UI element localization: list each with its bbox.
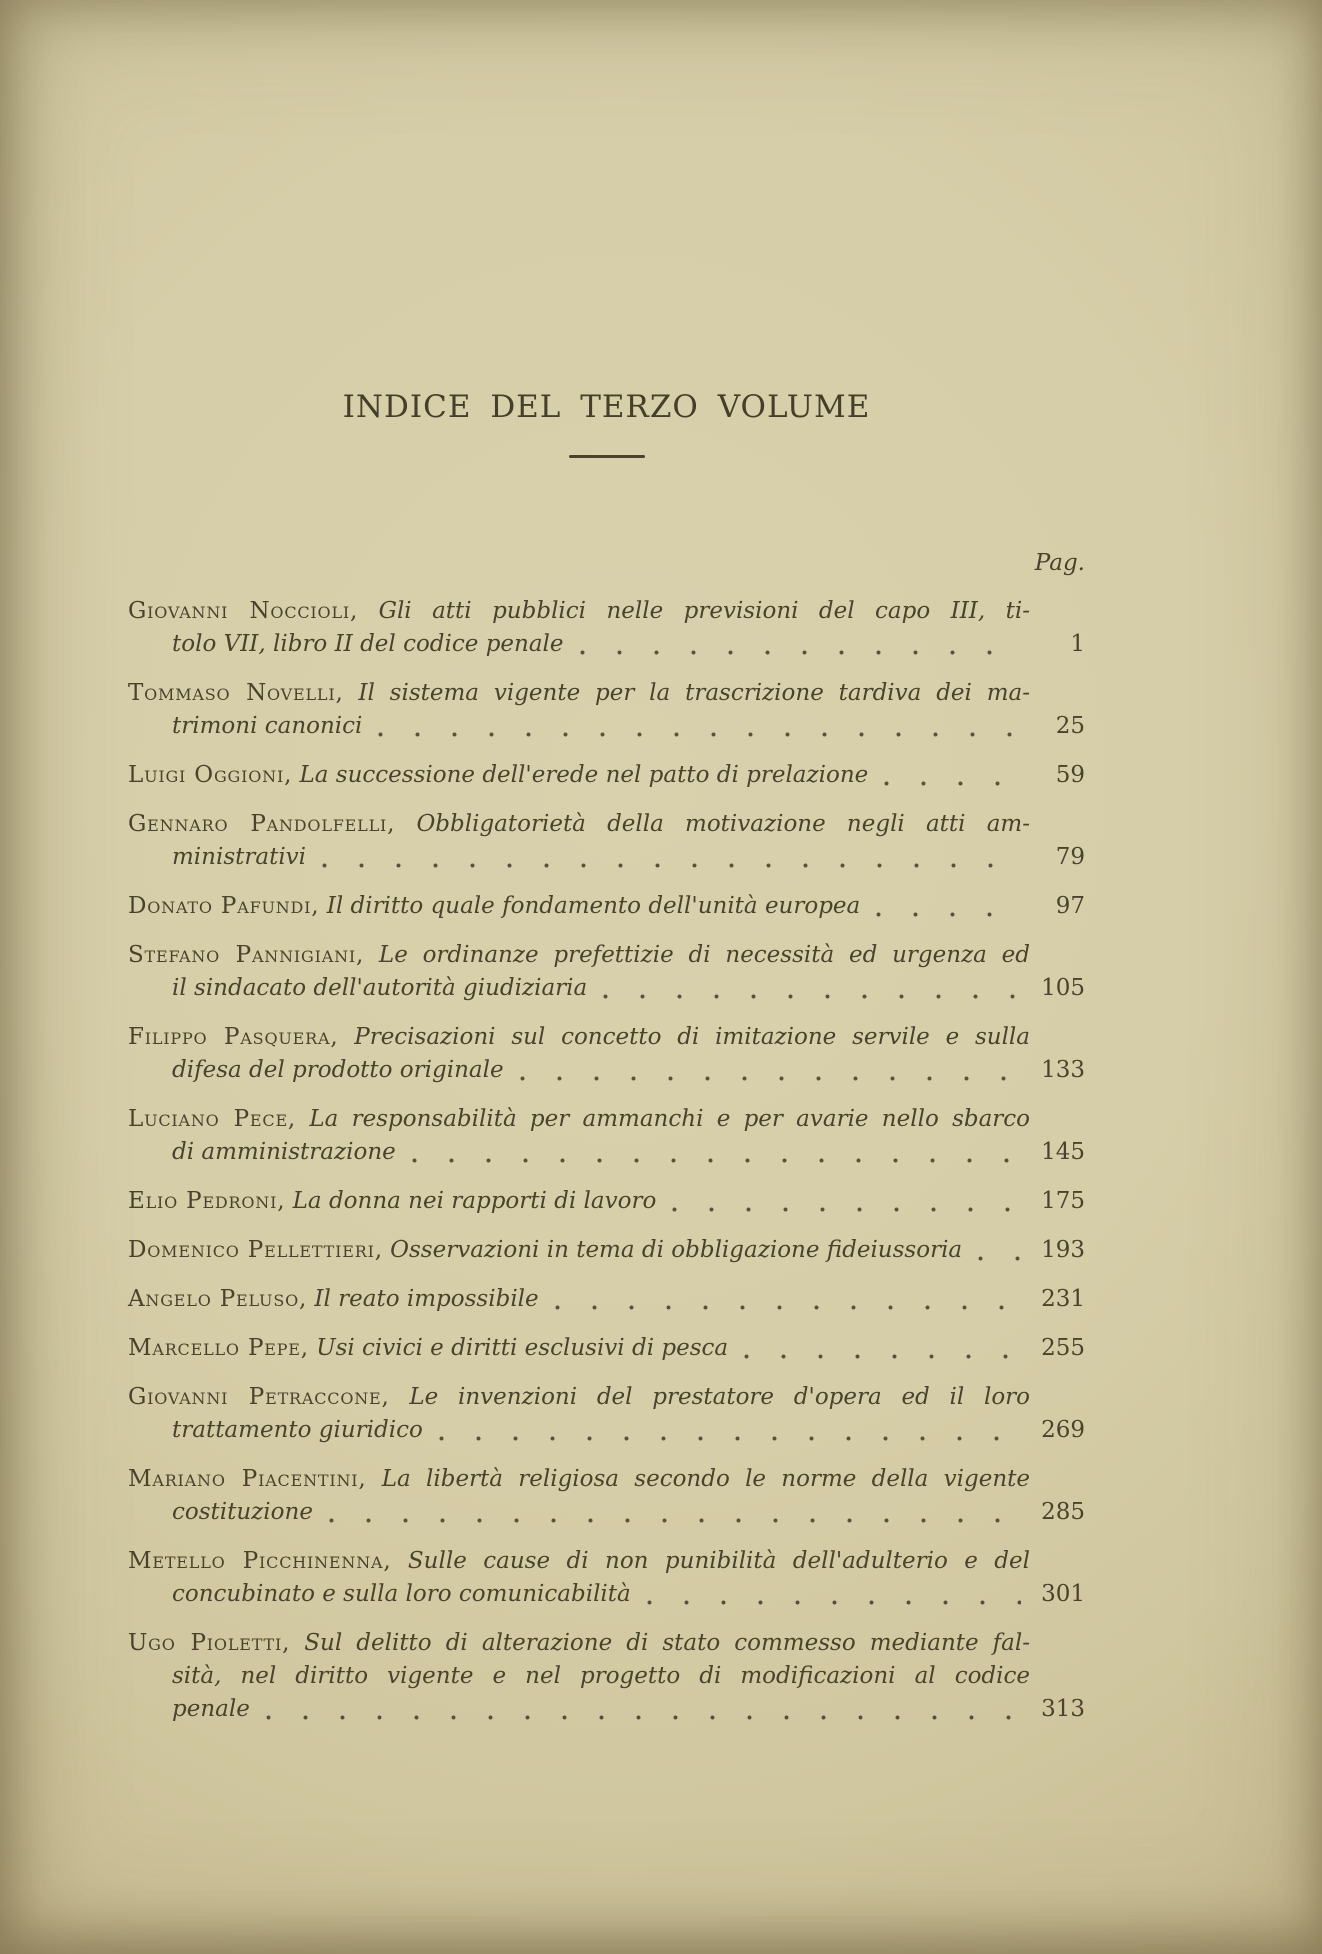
- entry-author: Mariano Piacentini,: [128, 1466, 367, 1492]
- page-number: 269: [1041, 1417, 1085, 1443]
- page-number: 175: [1041, 1188, 1085, 1214]
- entry-title-line: Le invenzioni del prestatore d'opera ed il loro: [409, 1384, 1031, 1410]
- dot-leader: [378, 732, 1021, 737]
- entry-author: Donato Pafundi,: [128, 893, 320, 919]
- dot-leader: [329, 1518, 1021, 1523]
- entry-title-line: trimoni canonici: [172, 713, 363, 739]
- page-number: 25: [1055, 713, 1085, 739]
- toc-entry-line: [128, 1103, 1085, 1136]
- toc-entry: [128, 595, 1085, 661]
- toc-entry: [128, 1103, 1085, 1169]
- entry-last-line-text: [172, 1136, 396, 1169]
- entry-last-line-text: [172, 1414, 423, 1447]
- toc-entry-line: [128, 628, 1085, 661]
- entry-title-line: Sul delitto di alterazione di stato commesso mediante fal-: [304, 1630, 1031, 1656]
- toc-entry-line: [128, 841, 1085, 874]
- dot-leader: [412, 1158, 1021, 1163]
- toc-entry-line: [128, 1332, 1085, 1365]
- entry-title-line: costituzione: [172, 1499, 313, 1525]
- toc-entry: [128, 1545, 1085, 1611]
- toc-entry-line: [128, 808, 1085, 841]
- toc-entry-line: [128, 1136, 1085, 1169]
- page-number: 133: [1041, 1057, 1085, 1083]
- dot-leader: [580, 650, 1021, 655]
- toc-entry: [128, 1332, 1085, 1365]
- dot-leader: [647, 1600, 1021, 1605]
- toc-entry-line: [128, 1185, 1085, 1218]
- entry-last-line-text: [128, 1283, 539, 1316]
- toc-entry: [128, 677, 1085, 743]
- toc-entry-line: [128, 972, 1085, 1005]
- title-divider: [569, 455, 645, 458]
- toc-entry-line: [128, 1693, 1085, 1726]
- page-number: 59: [1055, 762, 1085, 788]
- toc-entries: [128, 595, 1085, 1726]
- toc-entry: [128, 1627, 1085, 1726]
- entry-last-line-text: [128, 890, 860, 923]
- page-number: 1: [1070, 631, 1085, 657]
- entry-title-line: La libertà religiosa secondo le norme della vigente: [381, 1466, 1030, 1492]
- entry-title-line: Il diritto quale fondamento dell'unità europea: [326, 893, 861, 919]
- page-number: 313: [1041, 1696, 1085, 1722]
- entry-author: Domenico Pellettieri,: [128, 1237, 383, 1263]
- entry-last-line-text: [128, 1234, 962, 1267]
- entry-title-line: trattamento giuridico: [172, 1417, 423, 1443]
- entry-author: Giovanni Petraccone,: [128, 1384, 390, 1410]
- toc-entry-line: [128, 1545, 1085, 1578]
- entry-title-line: concubinato e sulla loro comunicabilità: [172, 1581, 631, 1607]
- page-number: 285: [1041, 1499, 1085, 1525]
- entry-last-line-text: [172, 972, 587, 1005]
- page-number: 97: [1055, 893, 1085, 919]
- page-number: 79: [1055, 844, 1085, 870]
- dot-leader: [603, 994, 1021, 999]
- entry-last-line-text: [128, 1332, 728, 1365]
- toc-entry: [128, 808, 1085, 874]
- page-number: 255: [1041, 1335, 1085, 1361]
- page-title: INDICE DEL TERZO VOLUME: [342, 389, 871, 425]
- toc-entry-line: [128, 677, 1085, 710]
- toc-entry: [128, 1185, 1085, 1218]
- dot-leader: [266, 1715, 1021, 1720]
- entry-title-line: Sulle cause di non punibilità dell'adulterio e del: [407, 1548, 1030, 1574]
- dot-leader: [520, 1076, 1021, 1081]
- toc-entry-line: [128, 710, 1085, 743]
- entry-author: Filippo Pasquera,: [128, 1024, 339, 1050]
- toc-entry-line: [128, 1578, 1085, 1611]
- entry-title-line: sità, nel diritto vigente e nel progetto di modificazioni al codice: [172, 1663, 1030, 1689]
- entry-last-line-text: [172, 710, 362, 743]
- entry-last-line-text: [128, 1185, 656, 1218]
- toc-entry: [128, 1283, 1085, 1316]
- toc-entry: [128, 1234, 1085, 1267]
- entry-last-line-text: [172, 1054, 504, 1087]
- entry-title-line: La responsabilità per ammanchi e per avarie nello sbarco: [309, 1106, 1031, 1132]
- page-number: 105: [1041, 975, 1085, 1001]
- toc-entry: [128, 939, 1085, 1005]
- entry-title-line: tolo VII, libro II del codice penale: [172, 631, 564, 657]
- toc-entry-line: [128, 1414, 1085, 1447]
- entry-author: Metello Picchinenna,: [128, 1548, 392, 1574]
- entry-title-line: Precisazioni sul concetto di imitazione servile e sulla: [354, 1024, 1030, 1050]
- dot-leader: [555, 1305, 1021, 1310]
- toc-entry: [128, 1021, 1085, 1087]
- entry-last-line-text: [172, 1693, 250, 1726]
- toc-entry: [128, 890, 1085, 923]
- entry-title-line: Osservazioni in tema di obbligazione fideiussoria: [390, 1237, 963, 1263]
- toc-entry-line: [128, 1381, 1085, 1414]
- entry-title-line: Il reato impossibile: [314, 1286, 539, 1312]
- entry-title-line: La donna nei rapporti di lavoro: [292, 1188, 657, 1214]
- toc-entry-line: [128, 1627, 1085, 1660]
- entry-author: Gennaro Pandolfelli,: [128, 811, 396, 837]
- toc-entry-line: [128, 939, 1085, 972]
- toc-entry-line: [128, 1283, 1085, 1316]
- entry-title-line: Le ordinanze prefettizie di necessità ed urgenza ed: [378, 942, 1031, 968]
- toc-entry-line: [128, 1463, 1085, 1496]
- entry-title-line: il sindacato dell'autorità giudiziaria: [172, 975, 588, 1001]
- entry-author: Angelo Peluso,: [128, 1286, 308, 1312]
- entry-last-line-text: [172, 841, 306, 874]
- toc-entry-line: [128, 1660, 1085, 1693]
- entry-last-line-text: [172, 1578, 631, 1611]
- page-number: 301: [1041, 1581, 1085, 1607]
- toc-entry-line: [128, 1054, 1085, 1087]
- entry-last-line-text: [172, 628, 564, 661]
- toc-entry: [128, 759, 1085, 792]
- entry-author: Marcello Pepe,: [128, 1335, 309, 1361]
- entry-author: Giovanni Noccioli,: [128, 598, 359, 624]
- entry-last-line-text: [128, 759, 868, 792]
- toc-entry-line: [128, 1234, 1085, 1267]
- entry-title-line: Gli atti pubblici nelle previsioni del capo III, ti-: [378, 598, 1031, 624]
- page-number: 231: [1041, 1286, 1085, 1312]
- toc-entry: [128, 1463, 1085, 1529]
- entry-title-line: La successione dell'erede nel patto di prelazione: [299, 762, 869, 788]
- toc-content: [128, 389, 1085, 1742]
- entry-author: Stefano Pannigiani,: [128, 942, 365, 968]
- dot-leader: [884, 781, 1021, 786]
- entry-title-line: di amministrazione: [172, 1139, 396, 1165]
- page-column-header: Pag.: [1034, 550, 1085, 576]
- entry-author: Tommaso Novelli,: [128, 680, 344, 706]
- toc-entry-line: [128, 1021, 1085, 1054]
- entry-title-line: Usi civici e diritti esclusivi di pesca: [316, 1335, 729, 1361]
- entry-last-line-text: [172, 1496, 313, 1529]
- dot-leader: [439, 1436, 1021, 1441]
- entry-title-line: Obbligatorietà della motivazione negli atti am-: [416, 811, 1031, 837]
- toc-entry: [128, 1381, 1085, 1447]
- toc-entry-line: [128, 595, 1085, 628]
- dot-leader: [978, 1256, 1021, 1261]
- dot-leader: [744, 1354, 1021, 1359]
- entry-author: Luciano Pece,: [128, 1106, 297, 1132]
- entry-author: Luigi Oggioni,: [128, 762, 293, 788]
- entry-author: Ugo Pioletti,: [128, 1630, 291, 1656]
- toc-entry-line: [128, 1496, 1085, 1529]
- dot-leader: [322, 863, 1021, 868]
- page-number: 193: [1041, 1237, 1085, 1263]
- toc-entry-line: [128, 759, 1085, 792]
- page-number: 145: [1041, 1139, 1085, 1165]
- entry-title-line: penale: [172, 1696, 250, 1722]
- entry-title-line: ministrativi: [172, 844, 307, 870]
- dot-leader: [876, 912, 1021, 917]
- entry-title-line: Il sistema vigente per la trascrizione tardiva dei ma-: [358, 680, 1031, 706]
- dot-leader: [672, 1207, 1021, 1212]
- entry-author: Elio Pedroni,: [128, 1188, 286, 1214]
- entry-title-line: difesa del prodotto originale: [172, 1057, 504, 1083]
- toc-entry-line: [128, 890, 1085, 923]
